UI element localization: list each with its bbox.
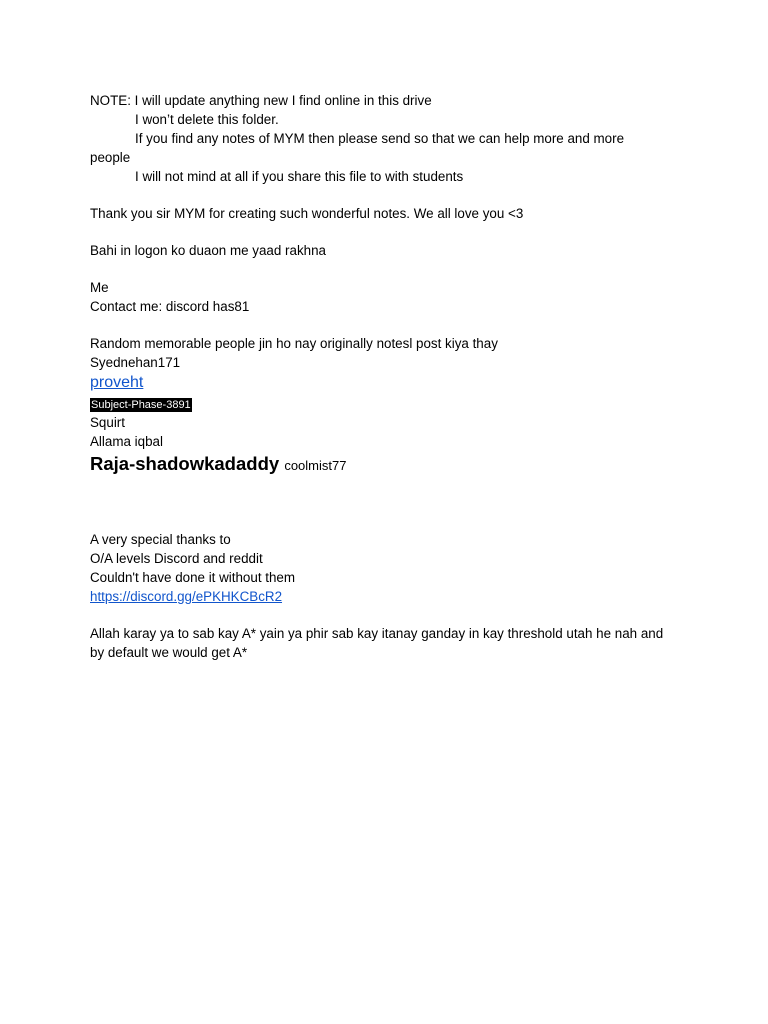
note-line-3-continued: people (90, 150, 131, 165)
special-thanks-line-3: Couldn't have done it without them (90, 570, 296, 585)
person-syednehan171: Syednehan171 (90, 355, 181, 370)
note-line-3: If you find any notes of MYM then please send so that we can help more and more (135, 131, 625, 146)
note-line-4: I will not mind at all if you share this file to with students (135, 169, 464, 184)
contact-discord-line: Contact me: discord has81 (90, 299, 250, 314)
person-allama-iqbal: Allama iqbal (90, 434, 163, 449)
special-thanks-line-1: A very special thanks to (90, 532, 231, 547)
discord-invite-link[interactable]: https://discord.gg/ePKHKCBcR2 (90, 589, 283, 604)
contact-me-label: Me (90, 280, 109, 295)
person-raja-shadowkadaddy: Raja-shadowkadaddy (90, 453, 280, 474)
people-intro: Random memorable people jin ho nay originally notesl post kiya thay (90, 336, 498, 351)
note-line-2: I won’t delete this folder. (135, 112, 279, 127)
document-page (90, 91, 680, 662)
person-subject-phase-highlight: Subject-Phase-3891 (91, 399, 191, 411)
special-thanks-line-2: O/A levels Discord and reddit (90, 551, 263, 566)
person-proveht-link[interactable]: proveht (90, 374, 144, 391)
paragraph-gap (90, 186, 680, 204)
paragraph-gap (90, 606, 680, 624)
person-squirt: Squirt (90, 415, 125, 430)
thanks-line: Thank you sir MYM for creating such wonderful notes. We all love you <3 (90, 206, 524, 221)
paragraph-gap (90, 316, 680, 334)
closing-paragraph: Allah karay ya to sab kay A* yain ya phir sab kay itanay ganday in kay threshold utah he nah and by default we would get A* (90, 626, 664, 660)
paragraph-gap (90, 223, 680, 241)
section-gap (90, 479, 680, 530)
duaon-line: Bahi in logon ko duaon me yaad rakhna (90, 243, 326, 258)
person-coolmist77: coolmist77 (284, 458, 347, 473)
paragraph-gap (90, 260, 680, 278)
note-line-1: NOTE: I will update anything new I find online in this drive (90, 93, 432, 108)
person-raja-row (90, 451, 680, 479)
